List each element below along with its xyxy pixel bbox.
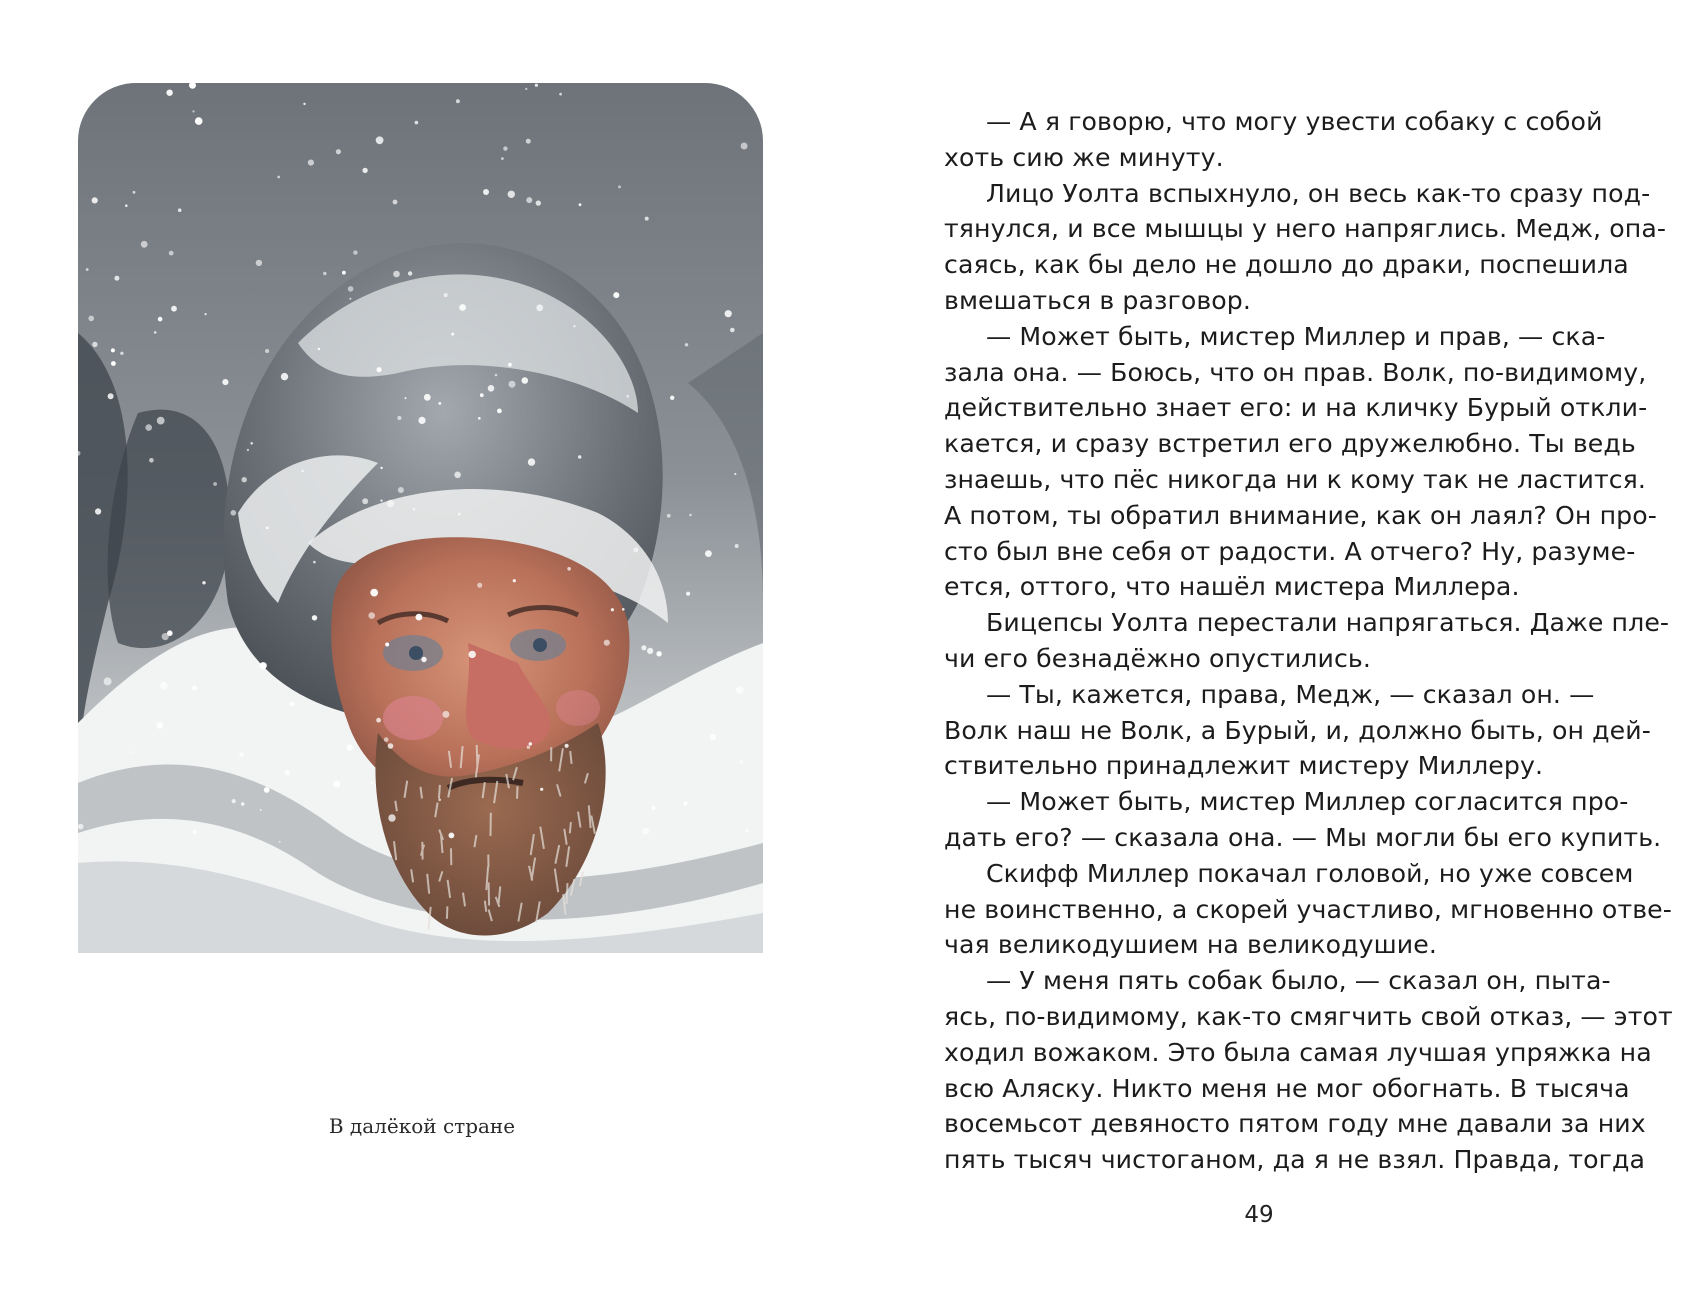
- snowflake: [438, 799, 441, 802]
- snowflake: [459, 304, 466, 311]
- snowflake: [508, 363, 512, 367]
- left-cheek: [383, 696, 443, 740]
- snowflake: [421, 657, 426, 662]
- snowflake: [145, 424, 152, 431]
- snowflake: [536, 304, 543, 311]
- text-line: А потом, ты обратил внимание, как он лаял? Он про-: [944, 500, 1657, 530]
- snowflake: [334, 781, 341, 788]
- snowflake: [232, 799, 236, 803]
- text-line: саясь, как бы дело не дошло до драки, поспешила: [944, 250, 1629, 280]
- text-line: ходил вожаком. Это была самая лучшая упряжка на: [944, 1037, 1652, 1067]
- left-pupil: [409, 646, 423, 660]
- snowflake: [130, 751, 132, 753]
- snowflake: [149, 458, 154, 463]
- snowflake: [651, 806, 655, 810]
- snowflake: [342, 271, 346, 275]
- text-line: Бицепсы Уолта перестали напрягаться. Даже пле-: [986, 608, 1670, 638]
- snowflake: [108, 393, 114, 399]
- snowflake: [730, 328, 735, 333]
- text-line: пять тысяч чистоганом, да я не взял. Правда, тогда: [944, 1145, 1646, 1175]
- snowflake: [522, 377, 529, 384]
- snowflake: [231, 510, 237, 516]
- snowflake: [501, 157, 504, 160]
- frost-stroke: [567, 883, 568, 904]
- snowflake: [559, 93, 562, 96]
- snowflake: [160, 682, 167, 689]
- snowflake: [508, 191, 515, 198]
- snowflake: [397, 416, 401, 420]
- snowflake: [477, 583, 482, 588]
- snowflake: [736, 686, 744, 694]
- text-line: не воинственно, а скорей участливо, мгновенно отве-: [944, 894, 1672, 924]
- snowflake: [256, 260, 262, 266]
- text-line: — А я говорю, что могу увести собаку с собой: [986, 107, 1603, 136]
- text-line: — Ты, кажется, права, Медж, — сказал он. —: [986, 679, 1595, 709]
- snowflake: [141, 241, 148, 248]
- snowflake: [388, 814, 395, 821]
- snowflake: [480, 393, 484, 397]
- snowflake: [86, 268, 89, 271]
- snowflake: [348, 286, 354, 292]
- snowflake: [266, 527, 269, 530]
- snowflake: [454, 472, 461, 479]
- snowflake: [156, 722, 163, 729]
- text-line: действительно знает его: и на кличку Бурый откли-: [944, 393, 1648, 423]
- snowflake: [622, 608, 625, 611]
- snowflake: [384, 737, 389, 742]
- snowflake: [202, 581, 205, 584]
- snowflake: [449, 833, 455, 839]
- snowflake: [380, 500, 382, 502]
- snowflake: [313, 561, 316, 564]
- snowflake: [415, 121, 419, 125]
- snowflake: [385, 643, 389, 647]
- snowflake: [264, 787, 270, 793]
- snowflake: [683, 801, 687, 805]
- snowflake: [349, 298, 351, 300]
- snowflake: [451, 333, 454, 336]
- snowflake: [241, 802, 244, 805]
- snowflake: [413, 508, 416, 511]
- snowflake: [613, 292, 619, 298]
- snowflake: [353, 250, 357, 254]
- snowflake: [192, 685, 197, 690]
- snowflake: [260, 662, 267, 669]
- snowflake: [284, 770, 290, 776]
- snowflake: [528, 458, 535, 465]
- snowflake: [478, 417, 481, 420]
- snowflake: [318, 348, 320, 350]
- snowflake: [579, 203, 582, 206]
- snowflake: [388, 743, 394, 749]
- snowflake: [734, 473, 736, 475]
- snowflake: [488, 385, 495, 392]
- text-line: вмешаться в разговор.: [944, 285, 1252, 315]
- snowflake: [656, 651, 661, 656]
- snowflake: [416, 614, 423, 621]
- snowflake: [408, 271, 412, 275]
- snowflake: [526, 139, 531, 144]
- bearded-man-watercolor: [78, 83, 763, 953]
- text-line: зала она. — Боюсь, что он прав. Волк, по-видимому,: [944, 357, 1647, 387]
- snowflake: [495, 374, 498, 377]
- snowflake: [686, 592, 690, 596]
- snowflake: [265, 349, 269, 353]
- snowflake: [205, 313, 207, 315]
- snowflake: [670, 396, 674, 400]
- snowflake: [133, 191, 136, 194]
- snowflake: [166, 90, 172, 96]
- snowflake: [239, 753, 244, 758]
- frost-stroke: [570, 822, 571, 833]
- snowflake: [192, 110, 194, 112]
- text-line: ясь, по-видимому, как-то смягчить свой отказ, — этот: [944, 1001, 1673, 1031]
- snowflake: [418, 417, 425, 424]
- text-line: тянулся, и все мышцы у него напряглись. Медж, опа-: [944, 214, 1667, 244]
- snowflake: [114, 276, 119, 281]
- text-line: чая великодушием на великодушие.: [944, 930, 1437, 960]
- snowflake: [171, 306, 177, 312]
- text-line: Лицо Уолта вспыхнуло, он весь как-то сразу под-: [986, 178, 1651, 208]
- text-line: ется, оттого, что нашёл мистера Миллера.: [944, 572, 1520, 602]
- snowflake: [633, 547, 638, 552]
- snowflake: [513, 579, 516, 582]
- snowflake: [222, 379, 228, 385]
- snowflake: [376, 718, 381, 723]
- snowflake: [301, 470, 303, 472]
- snowflake: [641, 645, 646, 650]
- snowflake: [290, 702, 295, 707]
- frost-stroke: [439, 785, 440, 799]
- snowflake: [242, 477, 247, 482]
- snowflake: [393, 200, 398, 205]
- snowflake: [469, 651, 476, 658]
- snowflake: [710, 734, 716, 740]
- snowflake: [442, 711, 449, 718]
- right-pupil: [533, 638, 547, 652]
- snowflake: [303, 103, 305, 105]
- snowflake: [456, 99, 460, 103]
- snowflake: [250, 442, 253, 445]
- snowflake: [483, 189, 489, 195]
- snowflake: [604, 640, 610, 646]
- snowflake: [497, 409, 502, 414]
- snowflake: [323, 272, 326, 275]
- text-line: — У меня пять собак было, — сказал он, пыта-: [986, 966, 1611, 996]
- snowflake: [111, 361, 116, 366]
- snowflake: [377, 367, 382, 372]
- snowflake: [277, 176, 280, 179]
- snowflake: [120, 352, 123, 355]
- snowflake: [727, 83, 731, 86]
- snowflake: [393, 271, 400, 278]
- snowflake: [735, 544, 739, 548]
- snowflake: [685, 343, 688, 346]
- snowflake: [540, 788, 543, 791]
- snowflake: [746, 829, 750, 833]
- snowflake: [725, 310, 732, 317]
- frost-stroke: [517, 786, 518, 798]
- snowflake: [458, 513, 461, 516]
- snowflake: [281, 373, 288, 380]
- snowflake: [578, 455, 581, 458]
- snowflake: [157, 417, 165, 425]
- snowflake: [536, 200, 541, 205]
- snowflake: [92, 197, 98, 203]
- snowflake: [192, 830, 197, 835]
- text-line: Скифф Миллер покачал головой, но уже совсем: [986, 858, 1634, 888]
- snowflake: [705, 550, 712, 557]
- snowflake: [178, 208, 182, 212]
- snowflake: [111, 348, 115, 352]
- snowflake: [154, 331, 157, 334]
- snowflake: [312, 615, 317, 620]
- snowflake: [398, 487, 404, 493]
- snowflake: [527, 746, 530, 749]
- snowflake: [376, 136, 384, 144]
- text-line: дать его? — сказала она. — Мы могли бы его купить.: [944, 822, 1662, 852]
- snowflake: [158, 317, 163, 322]
- snowflake: [167, 630, 173, 636]
- frost-stroke: [485, 901, 486, 912]
- snowflake: [92, 342, 97, 347]
- snowflake: [308, 160, 314, 166]
- snowflake: [247, 449, 249, 451]
- snowflake: [95, 508, 101, 514]
- snowflake: [362, 498, 368, 504]
- snowflake: [424, 394, 431, 401]
- body-text: [944, 104, 1673, 1178]
- frost-stroke: [477, 745, 478, 766]
- snowflake: [279, 841, 281, 843]
- text-line: знаешь, что пёс никогда ни к кому так не ластится.: [944, 464, 1647, 494]
- snowflake: [529, 742, 532, 745]
- snowflake: [526, 197, 532, 203]
- text-line: — Может быть, мистер Миллер согласится про-: [986, 787, 1629, 817]
- snowflake: [371, 781, 374, 784]
- snowflake: [740, 760, 743, 763]
- snowflake: [747, 86, 750, 89]
- snowflake: [405, 397, 407, 399]
- snowflake: [444, 293, 448, 297]
- snowflake: [387, 500, 394, 507]
- snowflake: [525, 88, 527, 90]
- text-line: — Может быть, мистер Миллер и прав, — ска-: [986, 321, 1606, 351]
- frost-stroke: [489, 882, 490, 905]
- snowflake: [104, 677, 112, 685]
- snowflake: [642, 828, 649, 835]
- frost-stroke: [570, 751, 571, 764]
- snowflake: [503, 146, 507, 150]
- snowflake: [627, 395, 630, 398]
- snowflake: [380, 467, 382, 469]
- text-line: ствительно принадлежит мистеру Миллеру.: [944, 751, 1544, 781]
- text-line: сто был вне себя от радости. А отчего? Ну, разуме-: [944, 536, 1636, 566]
- snowflake: [362, 168, 367, 173]
- text-line: восемьсот девяносто пятом году мне давали за них: [944, 1109, 1646, 1139]
- snowflake: [573, 325, 575, 327]
- snowflake: [667, 514, 671, 518]
- snowflake: [438, 402, 441, 405]
- snowflake: [565, 744, 569, 748]
- snowflake: [618, 185, 621, 188]
- snowflake: [336, 149, 341, 154]
- snowflake: [347, 744, 353, 750]
- snowflake: [260, 809, 262, 811]
- text-line: всю Аляску. Никто меня не мог обогнать. В тысяча: [944, 1073, 1630, 1103]
- snowflake: [741, 143, 748, 150]
- text-line: Волк наш не Волк, а Бурый, и, должно быть, он дей-: [944, 715, 1651, 745]
- snowflake: [567, 567, 571, 571]
- right-page: [944, 0, 1673, 1311]
- snowflake: [169, 251, 174, 256]
- right-cheek: [556, 690, 600, 726]
- snowflake: [370, 589, 378, 597]
- snowflake: [647, 648, 653, 654]
- snowflake: [535, 84, 538, 87]
- page-number: 49: [1244, 1202, 1274, 1228]
- snowflake: [195, 117, 203, 125]
- snowflake: [645, 217, 649, 221]
- snowflake: [689, 514, 692, 517]
- illustration: [78, 83, 763, 953]
- frost-stroke: [447, 906, 448, 919]
- snowflake: [611, 608, 614, 611]
- snowflake: [509, 381, 516, 388]
- snowflake: [88, 316, 94, 322]
- text-line: хоть сию же минуту.: [944, 142, 1224, 172]
- text-line: чи его безнадёжно опустились.: [944, 643, 1371, 673]
- snowflake: [368, 612, 375, 619]
- snowflake: [213, 482, 217, 486]
- text-line: кается, и сразу встретил его дружелюбно. Ты ведь: [944, 429, 1636, 459]
- illustration-caption: В далёкой стране: [328, 1114, 516, 1138]
- snowflake: [125, 204, 128, 207]
